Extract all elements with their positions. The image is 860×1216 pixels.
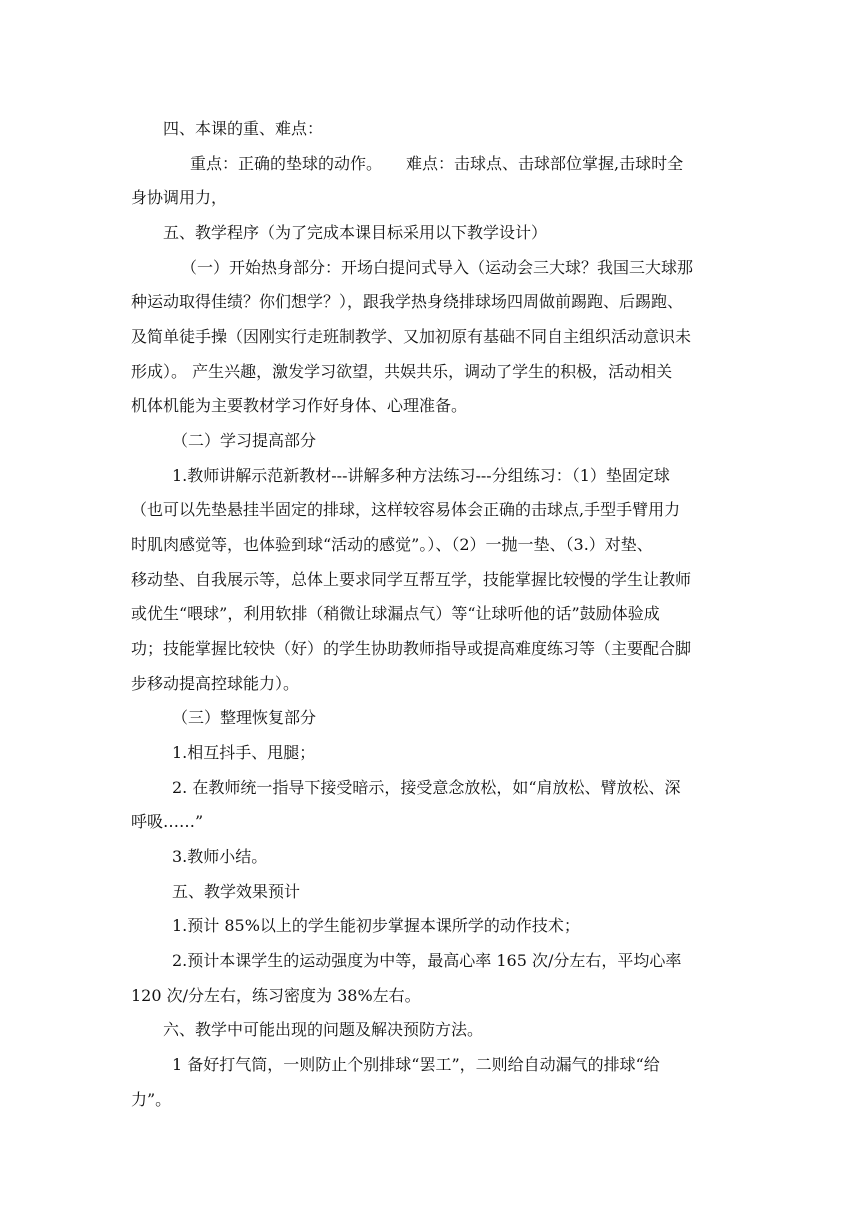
paragraph-line: 种运动取得佳绩？你们想学？），跟我学热身绕排球场四周做前踢跑、后踢跑、 — [131, 292, 684, 311]
paragraph-line: 力”。 — [131, 1090, 172, 1109]
list-item: 1.相互抖手、甩腿； — [172, 743, 316, 762]
paragraph-line: 1.教师讲解示范新教材---讲解多种方法练习---分组练习：（1）垫固定球 — [172, 466, 670, 485]
paragraph-line: 形成）。 产生兴趣，激发学习欲望，共娱共乐，调动了学生的积极，活动相关 — [131, 362, 673, 381]
list-item: 3.教师小结。 — [172, 847, 268, 866]
paragraph-line: 步移动提高控球能力）。 — [131, 674, 300, 693]
paragraph-line: 或优生“喂球”，利用软排（稍微让球漏点气）等“让球听他的话”鼓励体验成 — [131, 604, 660, 623]
paragraph-line: 机体机能为主要教材学习作好身体、心理准备。 — [131, 396, 468, 415]
list-item: 1.预计 85%以上的学生能初步掌握本课所学的动作技术； — [172, 916, 580, 935]
paragraph-line: 重点：正确的垫球的动作。 难点：击球点、击球部位掌握,击球时全 — [190, 154, 684, 173]
list-item: 2. 在教师统一指导下接受暗示，接受意念放松，如“肩放松、臂放松、深 — [172, 778, 681, 797]
subsection-heading-cooldown: （三）整理恢复部分 — [172, 708, 317, 727]
list-item: 2.预计本课学生的运动强度为中等，最高心率 165 次/分左右，平均心率 — [172, 951, 682, 970]
section-heading-teaching-procedure: 五、教学程序（为了完成本课目标采用以下教学设计） — [163, 223, 548, 242]
paragraph-line: 120 次/分左右，练习密度为 38%左右。 — [131, 986, 421, 1005]
section-heading-effect-estimate: 五、教学效果预计 — [172, 882, 301, 901]
paragraph-line: 时肌肉感觉等，也体验到球“活动的感觉”。）、（2）一抛一垫、（3.）对垫、 — [131, 535, 653, 554]
section-heading-key-points: 四、本课的重、难点： — [163, 119, 324, 138]
subsection-heading-warmup: （一）开始热身部分：开场白提问式导入（运动会三大球？我国三大球那 — [181, 258, 694, 277]
paragraph-line: 呼吸……” — [131, 812, 204, 831]
list-item: 1 备好打气筒，一则防止个别排球“罢工”，二则给自动漏气的排球“给 — [172, 1055, 660, 1074]
paragraph-line: 及简单徒手操（因刚实行走班制教学、又加初原有基础不同自主组织活动意识未 — [131, 327, 692, 346]
section-heading-problems: 六、教学中可能出现的问题及解决预防方法。 — [163, 1020, 484, 1039]
paragraph-line: 功；技能掌握比较快（好）的学生协助教师指导或提高难度练习等（主要配合脚 — [131, 639, 692, 658]
paragraph-line: （也可以先垫悬挂半固定的排球，这样较容易体会正确的击球点,手型手臂用力 — [131, 500, 681, 519]
paragraph-line: 身协调用力， — [131, 188, 228, 207]
subsection-heading-learning: （二）学习提高部分 — [172, 431, 317, 450]
paragraph-line: 移动垫、自我展示等，总体上要求同学互帮互学，技能掌握比较慢的学生让教师 — [131, 570, 692, 589]
